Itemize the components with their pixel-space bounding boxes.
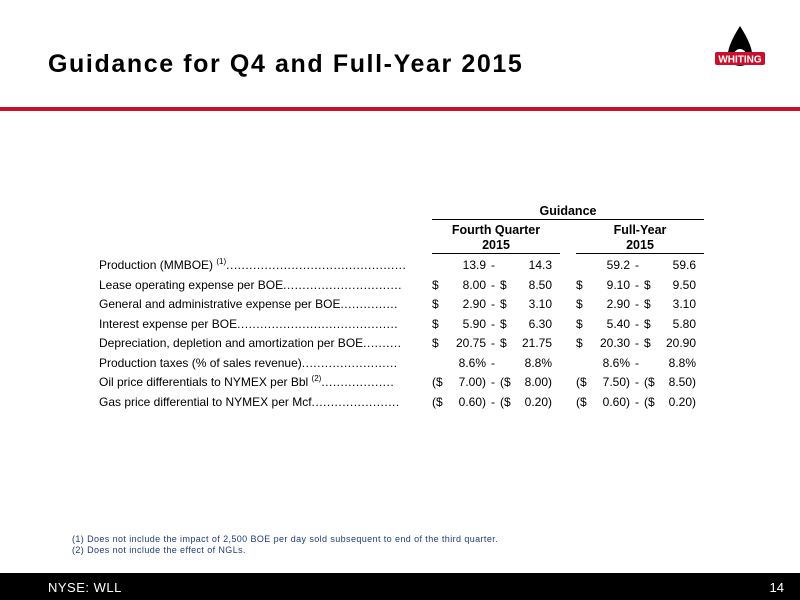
fy-cur1-cell: $ bbox=[576, 277, 583, 292]
footnote-2: (2) Does not include the effect of NGLs. bbox=[72, 545, 246, 555]
row-label bbox=[99, 317, 417, 331]
fy-cur2-cell: $ bbox=[644, 297, 651, 311]
row-leader-dots: ................... bbox=[321, 375, 395, 389]
row-footnote-ref: (2) bbox=[311, 375, 322, 383]
q4-dash-cell: - bbox=[491, 355, 495, 370]
fy-hi-cell: 59.6 bbox=[672, 258, 696, 272]
fy-cur2-cell: ($ bbox=[644, 394, 655, 409]
q4-cur1-cell: $ bbox=[432, 316, 439, 331]
row-label-text: Gas price differential to NYMEX per Mcf bbox=[99, 394, 312, 409]
q4-header-rule bbox=[432, 253, 560, 254]
row-label bbox=[99, 258, 417, 272]
q4-lo-cell: 13.9 bbox=[462, 258, 486, 272]
q4-header-line2: 2015 bbox=[482, 238, 510, 252]
fy-header-line2: 2015 bbox=[626, 238, 654, 252]
fy-dash-cell: - bbox=[635, 277, 639, 292]
q4-hi-cell: 14.3 bbox=[528, 258, 552, 272]
q4-header-line1: Fourth Quarter bbox=[451, 223, 541, 237]
fy-cur1-cell: $ bbox=[576, 297, 583, 311]
q4-hi-cell: 3.10 bbox=[528, 297, 552, 311]
q4-cur1-cell: ($ bbox=[432, 394, 443, 409]
fy-lo-cell: 20.30 bbox=[599, 336, 630, 350]
q4-cur2-cell: $ bbox=[500, 336, 507, 350]
fy-cur2-cell: $ bbox=[644, 277, 651, 292]
row-label bbox=[99, 278, 417, 292]
fy-cur1-cell: ($ bbox=[576, 394, 587, 409]
row-label-text: Oil price differentials to NYMEX per Bbl bbox=[99, 375, 309, 389]
q4-hi-cell: 8.00) bbox=[524, 375, 552, 389]
q4-lo-cell: 7.00) bbox=[458, 375, 486, 389]
row-label-text: Lease operating expense per BOE bbox=[99, 277, 284, 292]
q4-cur2-cell: ($ bbox=[500, 394, 511, 409]
ticker-symbol: NYSE: WLL bbox=[48, 580, 122, 595]
fy-lo-cell: 9.10 bbox=[606, 277, 630, 292]
row-label bbox=[99, 395, 417, 409]
q4-cur2-cell: ($ bbox=[500, 375, 511, 389]
row-label bbox=[99, 356, 417, 370]
footnotes bbox=[72, 534, 498, 556]
fy-hi-cell: 5.80 bbox=[672, 316, 696, 331]
row-leader-dots: ............................................... bbox=[226, 258, 407, 272]
row-label bbox=[99, 336, 417, 350]
fy-hi-cell: 9.50 bbox=[672, 277, 696, 292]
row-footnote-ref: (1) bbox=[216, 258, 227, 266]
row-label-text: Depreciation, depletion and amortization per BOE bbox=[99, 336, 364, 350]
fy-cur2-cell: $ bbox=[644, 316, 651, 331]
fy-hi-cell: 20.90 bbox=[665, 336, 696, 350]
q4-lo-cell: 0.60) bbox=[458, 394, 486, 409]
fy-dash-cell: - bbox=[635, 297, 639, 311]
fy-hi-cell: 8.8% bbox=[668, 355, 696, 370]
fy-hi-cell: 8.50) bbox=[668, 375, 696, 389]
row-leader-dots: .......... bbox=[363, 336, 402, 350]
q4-dash-cell: - bbox=[491, 375, 495, 389]
fy-dash-cell: - bbox=[635, 394, 639, 409]
fy-header-line1: Full-Year bbox=[613, 223, 667, 237]
fy-hi-cell: 3.10 bbox=[672, 297, 696, 311]
fy-lo-cell: 7.50) bbox=[602, 375, 630, 389]
row-leader-dots: ....................... bbox=[311, 394, 400, 409]
fy-cur1-cell: ($ bbox=[576, 375, 587, 389]
q4-lo-cell: 8.00 bbox=[462, 277, 486, 292]
row-label-text: General and administrative expense per BOE bbox=[99, 297, 341, 311]
fy-lo-cell: 2.90 bbox=[606, 297, 630, 311]
fy-lo-cell: 59.2 bbox=[606, 258, 630, 272]
fy-dash-cell: - bbox=[635, 375, 639, 389]
q4-lo-cell: 20.75 bbox=[455, 336, 486, 350]
fy-dash-cell: - bbox=[635, 355, 639, 370]
fy-hi-cell: 0.20) bbox=[668, 394, 696, 409]
q4-dash-cell: - bbox=[491, 258, 495, 272]
q4-cur1-cell: ($ bbox=[432, 375, 443, 389]
q4-cur1-cell: $ bbox=[432, 277, 439, 292]
q4-lo-cell: 5.90 bbox=[462, 316, 486, 331]
q4-dash-cell: - bbox=[491, 316, 495, 331]
fy-cur2-cell: $ bbox=[644, 336, 651, 350]
row-label-text: Production (MMBOE) bbox=[99, 258, 214, 272]
fy-dash-cell: - bbox=[635, 336, 639, 350]
guidance-header: Guidance bbox=[539, 204, 597, 218]
footnote-1: (1) Does not include the impact of 2,500 BOE per day sold subsequent to end of the third quarter. bbox=[72, 534, 499, 544]
q4-hi-cell: 21.75 bbox=[521, 336, 552, 350]
fy-cur2-cell: ($ bbox=[644, 375, 655, 389]
q4-lo-cell: 2.90 bbox=[462, 297, 486, 311]
page-title: Guidance for Q4 and Full-Year 2015 bbox=[48, 50, 524, 78]
row-leader-dots: .......................................... bbox=[237, 316, 399, 331]
row-leader-dots: ......................... bbox=[301, 355, 398, 370]
fy-lo-cell: 0.60) bbox=[602, 394, 630, 409]
q4-dash-cell: - bbox=[491, 336, 495, 350]
q4-dash-cell: - bbox=[491, 297, 495, 311]
row-label-text: Production taxes (% of sales revenue) bbox=[99, 355, 302, 370]
row-label-text: Interest expense per BOE bbox=[99, 316, 238, 331]
q4-hi-cell: 8.8% bbox=[524, 355, 552, 370]
fy-dash-cell: - bbox=[635, 316, 639, 331]
fy-dash-cell: - bbox=[635, 258, 639, 272]
fy-cur1-cell: $ bbox=[576, 316, 583, 331]
page-number: 14 bbox=[769, 580, 784, 595]
fy-lo-cell: 8.6% bbox=[602, 355, 630, 370]
row-label bbox=[99, 375, 417, 389]
q4-cur1-cell: $ bbox=[432, 297, 439, 311]
q4-cur2-cell: $ bbox=[500, 297, 507, 311]
fy-header-rule bbox=[576, 253, 704, 254]
q4-dash-cell: - bbox=[491, 394, 495, 409]
fy-lo-cell: 5.40 bbox=[606, 316, 630, 331]
fy-cur1-cell: $ bbox=[576, 336, 583, 350]
q4-hi-cell: 6.30 bbox=[528, 316, 552, 331]
row-leader-dots: ............... bbox=[340, 297, 398, 311]
q4-cur1-cell: $ bbox=[432, 336, 439, 350]
q4-hi-cell: 0.20) bbox=[524, 394, 552, 409]
q4-hi-cell: 8.50 bbox=[528, 277, 552, 292]
footer-bar bbox=[0, 573, 800, 600]
q4-dash-cell: - bbox=[491, 277, 495, 292]
q4-cur2-cell: $ bbox=[500, 316, 507, 331]
row-label bbox=[99, 297, 417, 311]
q4-cur2-cell: $ bbox=[500, 277, 507, 292]
guidance-header-rule bbox=[432, 219, 704, 220]
row-leader-dots: ............................... bbox=[283, 277, 402, 292]
logo-text: WHITING bbox=[718, 54, 762, 66]
q4-lo-cell: 8.6% bbox=[458, 355, 486, 370]
